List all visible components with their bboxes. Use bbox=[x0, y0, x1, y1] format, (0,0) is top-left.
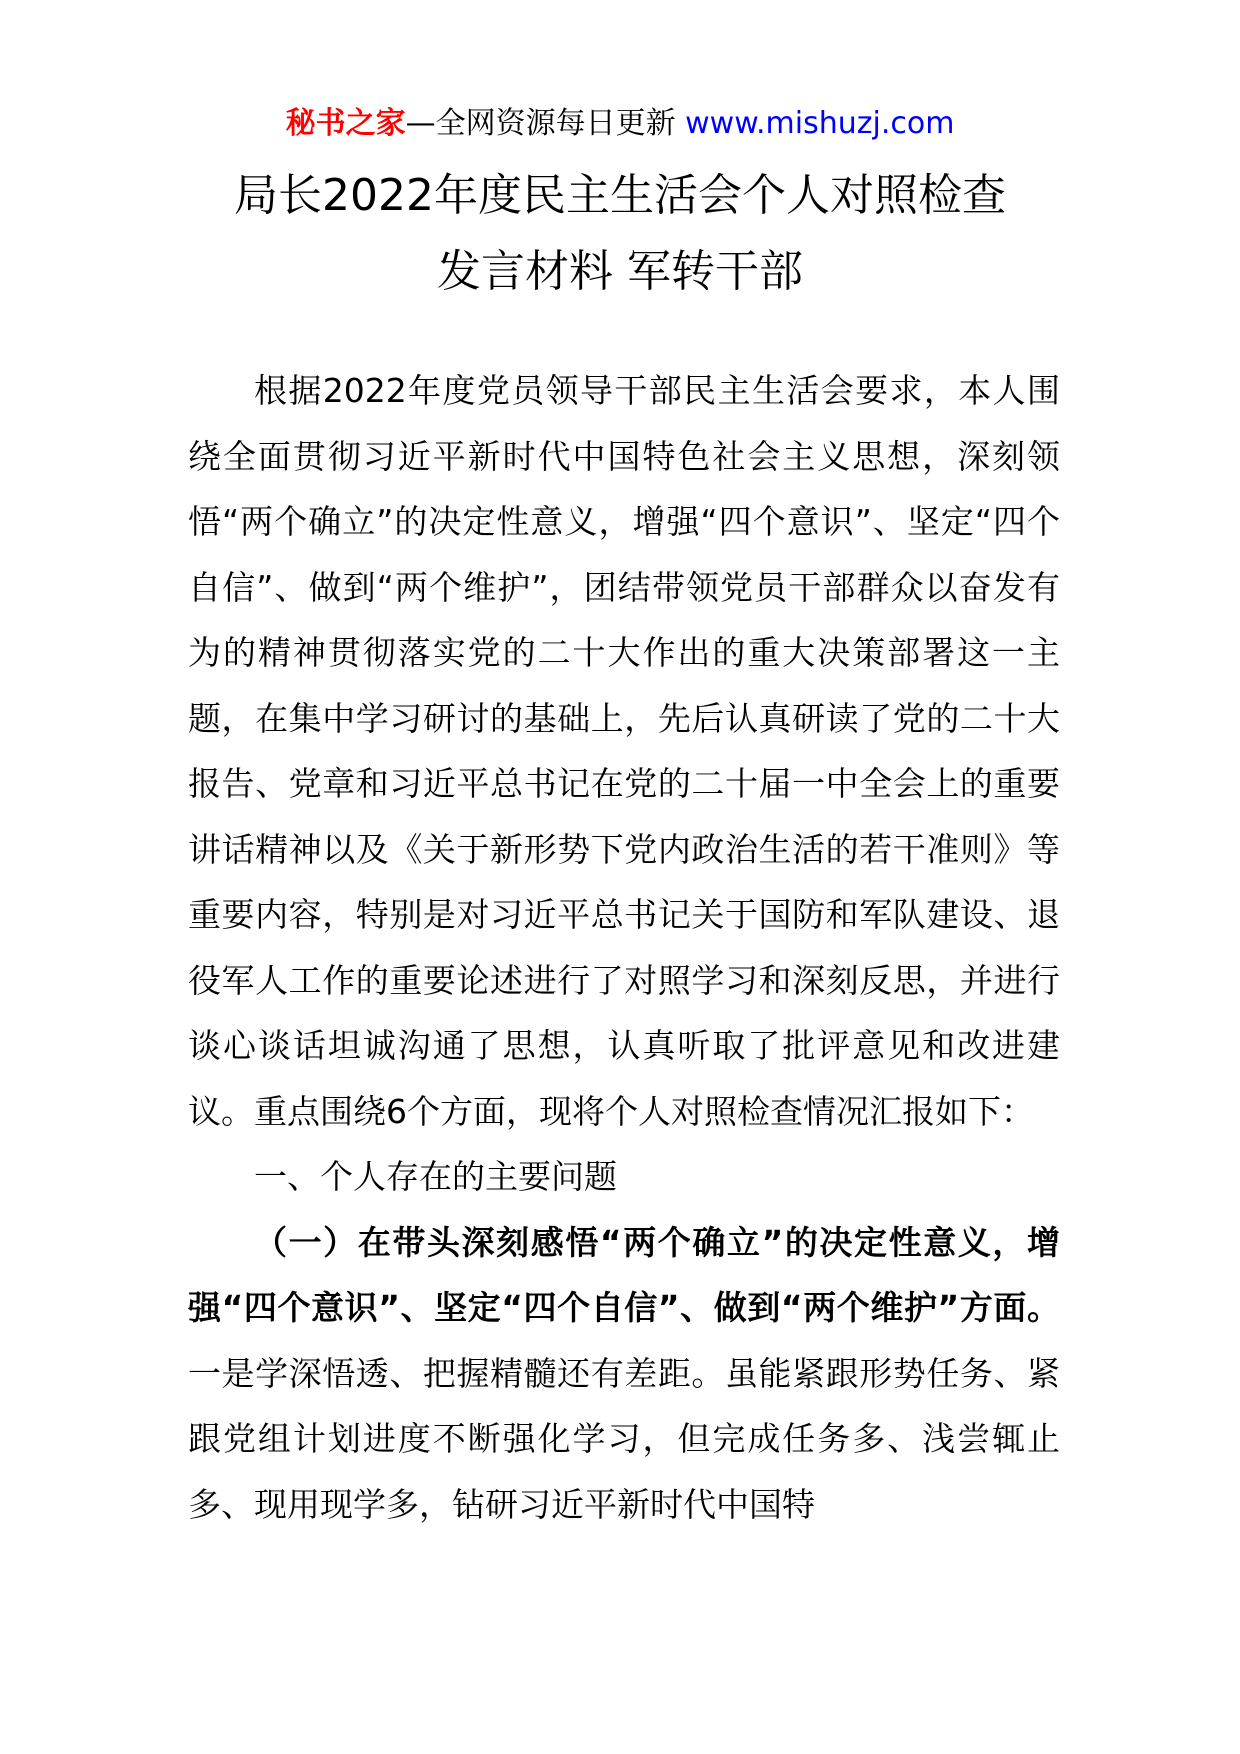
document-title-line-2: 发言材料 军转干部 bbox=[437, 246, 803, 297]
site-header bbox=[0, 100, 1240, 148]
intro-paragraph: 根据2022年度党员领导干部民主生活会要求，本人围绕全面贯彻习近平新时代中国特色社会主义思想，深刻领悟“两个确立”的决定性意义，增强“四个意识”、坚定“四个自信”、做到“两个维护”，团结带领党员干部群众以奋发有为的精神贯彻落实党的二十大作出的重大决策部署这一主题，在集中学习研讨的基础上，先后认真研读了党的二十大报告、党章和习近平总书记在党的二十届一中全会上的重要讲话精神以及《关于新形势下党内政治生活的若干准则》等重要内容，特别是对习近平总书记关于国防和军队建设、退役军人工作的重要论述进行了对照学习和深刻反思，并进行谈心谈话坦诚沟通了思想，认真听取了批评意见和改进建议。重点围绕6个方面，现将个人对照检查情况汇报如下： bbox=[188, 371, 1060, 1131]
document-title bbox=[0, 158, 1240, 310]
site-url-link[interactable]: www.mishuzj.com bbox=[685, 106, 955, 141]
subsection-text-1: 一是学深悟透、把握精髓还有差距。虽能紧跟形势任务、紧跟党组计划进度不断强化学习，但完成任务多、浅尝辄止多、现用现学多，钻研习近平新时代中国特 bbox=[188, 1353, 1060, 1524]
document-body bbox=[188, 358, 1060, 1537]
subsection-heading-1: （一）在带头深刻感悟“两个确立”的决定性意义，增强“四个意识”、坚定“四个自信”、做到“两个维护”方面。 bbox=[188, 1222, 1060, 1327]
site-tagline: —全网资源每日更新 bbox=[405, 106, 686, 141]
site-brand-name: 秘书之家 bbox=[285, 106, 406, 141]
subsection-paragraph-1 bbox=[188, 1210, 1060, 1538]
document-title-line-1: 局长2022年度民主生活会个人对照检查 bbox=[234, 170, 1006, 221]
section-heading-1: 一、个人存在的主要问题 bbox=[254, 1157, 617, 1196]
